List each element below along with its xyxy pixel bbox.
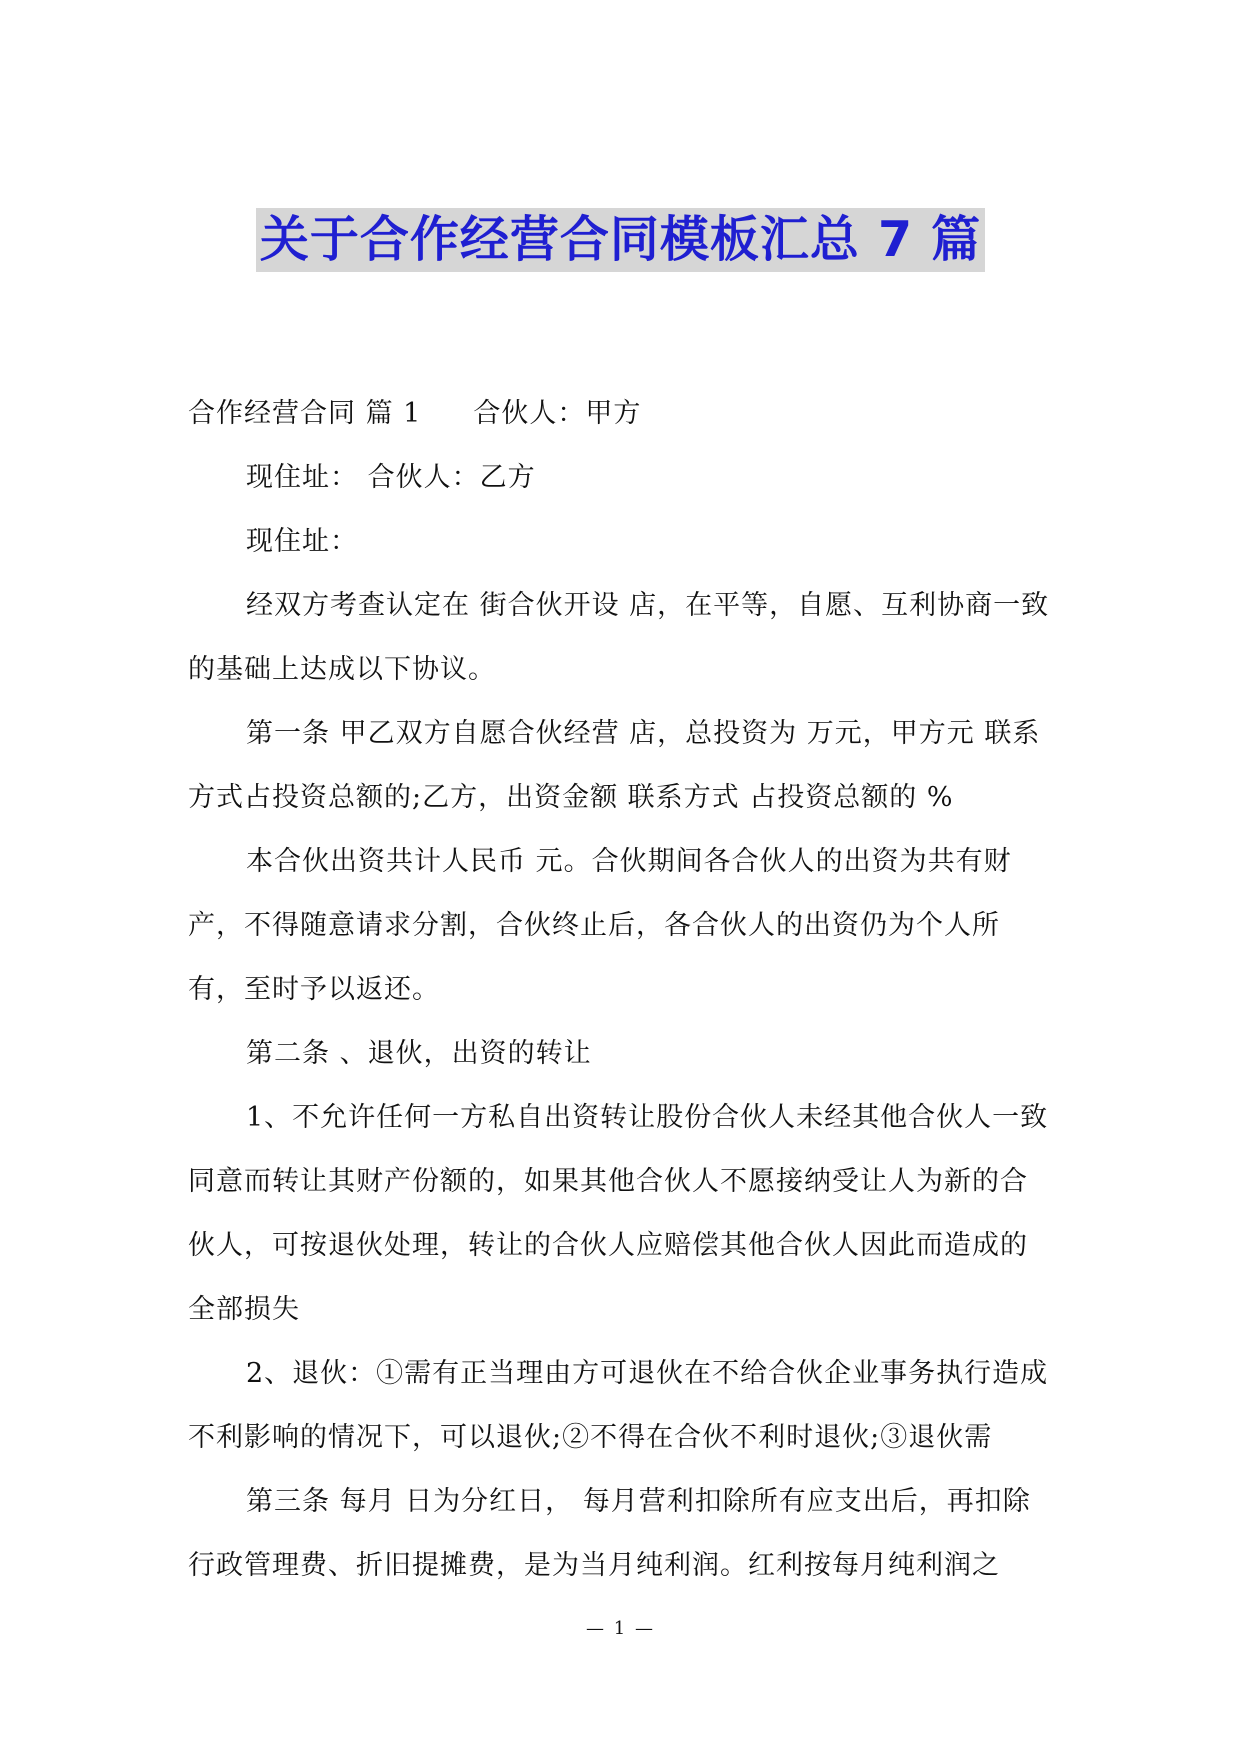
paragraph-address-party-b: 现住址： 合伙人：乙方 [246,462,536,493]
document-title: 关于合作经营合同模板汇总 7 篇 [256,208,985,272]
paragraph-clause-2: 2、退伙：①需有正当理由方可退伙在不给合伙企业事务执行造成不利影响的情况下，可以退伙;②不得在合伙不利时退伙;③退伙需 [188,1358,1049,1453]
first-line [188,382,1054,446]
paragraph-clause-1: 1、不允许任何一方私自出资转让股份合伙人未经其他合伙人一致同意而转让其财产份额的，如果其他合伙人不愿接纳受让人为新的合伙人，可按退伙处理，转让的合伙人应赔偿其他合伙人因此而造成的全部损失 [188,1102,1049,1325]
party-a-label: 合伙人：甲方 [473,398,642,429]
document-body [188,382,1054,1598]
paragraph-capital: 本合伙出资共计人民币 元。合伙期间各合伙人的出资为共有财产，不得随意请求分割，合伙终止后，各合伙人的出资仍为个人所有，至时予以返还。 [188,846,1012,1005]
page-number: — 1 — [586,1618,655,1639]
title-container [0,208,1241,272]
paragraph-article-2: 第二条 、退伙，出资的转让 [246,1038,592,1069]
paragraph-address: 现住址： [246,526,358,557]
paragraph-preamble: 经双方考查认定在 街合伙开设 店，在平等，自愿、互利协商一致的基础上达成以下协议。 [188,590,1050,685]
paragraph-article-3: 第三条 每月 日为分红日， 每月营利扣除所有应支出后，再扣除行政管理费、折旧提摊费，是为当月纯利润。红利按每月纯利润之 [188,1486,1031,1581]
contract-heading: 合作经营合同 篇 1 [188,398,422,429]
paragraph-article-1: 第一条 甲乙双方自愿合伙经营 店，总投资为 万元，甲方元 联系方式占投资总额的;乙方，出资金额 联系方式 占投资总额的 % [188,718,1041,813]
